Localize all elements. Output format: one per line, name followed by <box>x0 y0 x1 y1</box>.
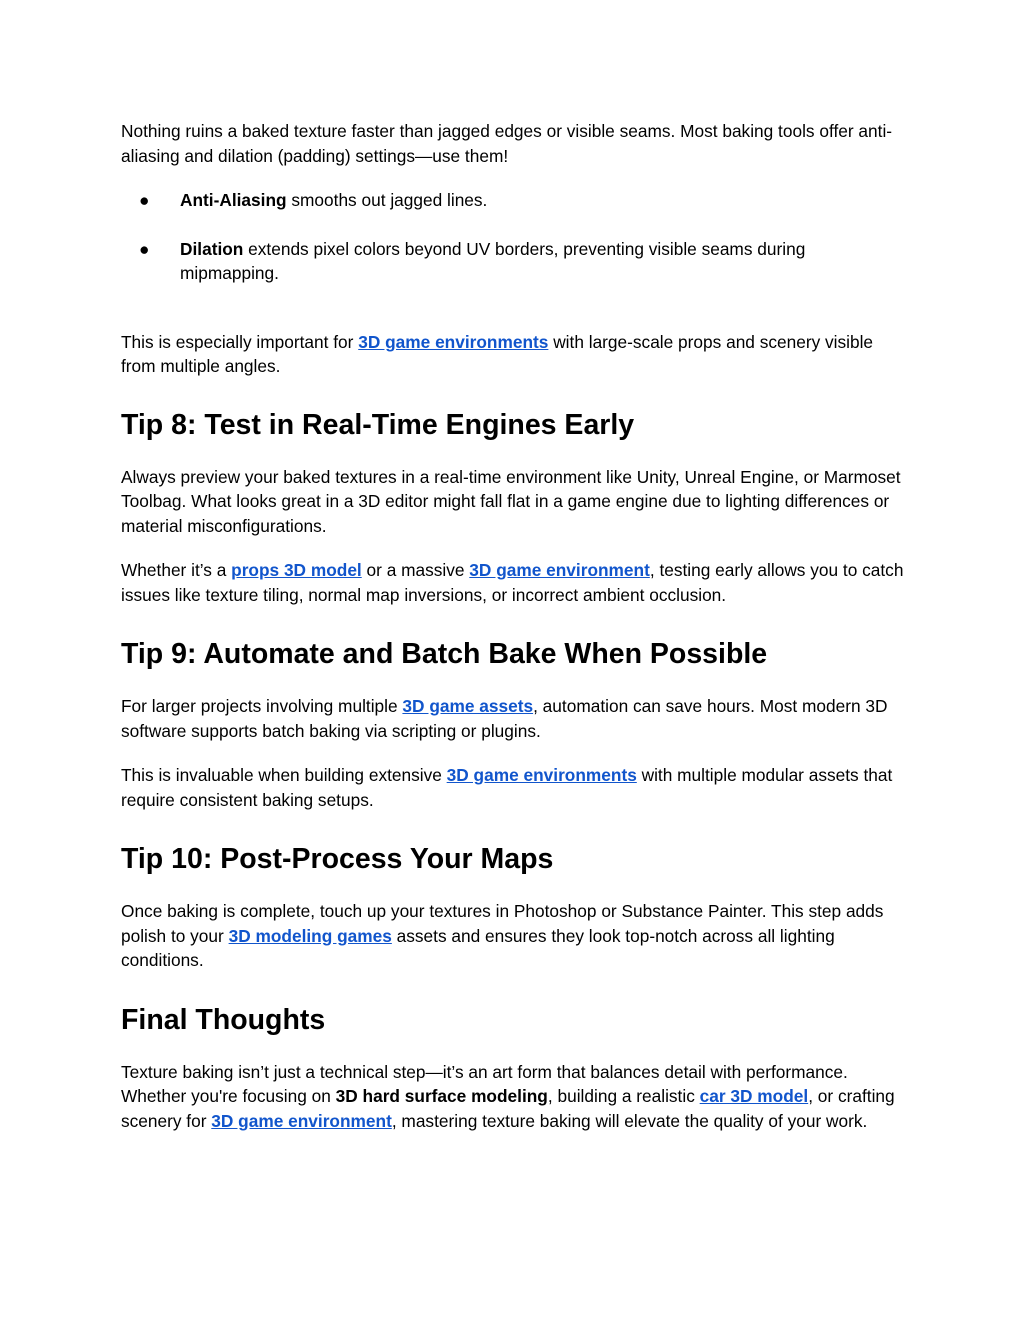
text-run: , or crafting scenery for <box>121 1086 895 1131</box>
text-run: , building a realistic <box>547 1086 700 1106</box>
link-3d-game-environment-2[interactable]: 3D game environment <box>211 1110 392 1131</box>
link-car-3d-model[interactable]: car 3D model <box>699 1086 809 1106</box>
link-3d-game-environments-2[interactable]: 3D game environments <box>446 765 637 785</box>
link-props-3d-model[interactable]: props 3D model <box>231 560 362 580</box>
tip9-heading: Tip 9: Automate and Batch Bake When Possible <box>121 638 768 670</box>
list-item <box>121 237 906 286</box>
bullet-list <box>121 188 906 286</box>
text-run: with large-scale props and scenery visible from multiple angles. <box>121 331 874 376</box>
bold-phrase: 3D hard surface modeling <box>335 1086 548 1106</box>
text-run: with multiple modular assets that require consistent baking setups. <box>121 765 893 810</box>
text-run: This is invaluable when building extensive <box>121 765 447 785</box>
tip9-paragraph-1 <box>121 694 906 743</box>
text-run: , mastering texture baking will elevate the quality of your work. <box>391 1110 868 1131</box>
bullet-term: Anti-Aliasing <box>180 190 287 210</box>
link-3d-game-environments[interactable]: 3D game environments <box>358 331 549 352</box>
text-run: Once baking is complete, touch up your textures in Photoshop or Substance Painter. This step adds polish to your <box>121 901 884 946</box>
tip8-paragraph-2 <box>121 558 906 607</box>
list-item <box>121 188 906 213</box>
text-run: , automation can save hours. Most modern 3D software supports batch baking via scripting or plugins. <box>121 696 888 741</box>
text-run: or a massive <box>361 560 470 580</box>
document-page <box>121 119 906 1133</box>
text-run: assets and ensures they look top-notch across all lighting conditions. <box>121 925 835 970</box>
intro-paragraph-2 <box>121 330 906 379</box>
link-3d-game-assets[interactable]: 3D game assets <box>402 696 534 716</box>
bullet-text: extends pixel colors beyond UV borders, preventing visible seams during mipmapping. <box>180 238 806 283</box>
intro-text: Nothing ruins a baked texture faster than jagged edges or visible seams. Most baking tools offer anti-aliasing and dilation (padding) settings—use them! <box>121 121 893 166</box>
link-3d-modeling-games[interactable]: 3D modeling games <box>228 925 392 946</box>
tip10-heading: Tip 10: Post-Process Your Maps <box>121 843 554 875</box>
bullet-icon: ● <box>139 190 150 210</box>
text-run: , testing early allows you to catch issues like texture tiling, normal map inversions, or incorrect ambient occlusion. <box>121 560 904 605</box>
intro-paragraph <box>121 119 906 168</box>
tip10-paragraph-1 <box>121 899 906 973</box>
bullet-icon: ● <box>139 238 150 259</box>
bullet-term: Dilation <box>180 238 244 259</box>
tip8-heading: Tip 8: Test in Real-Time Engines Early <box>121 408 635 441</box>
text-run: This is especially important for <box>121 331 359 352</box>
tip8-paragraph-1: Always preview your baked textures in a real-time environment like Unity, Unreal Engine, or Marmoset Toolbag. What looks great in a 3D editor might fall flat in a game engine due to lighting differences or material misconfigurations. <box>121 466 901 536</box>
link-3d-game-environment[interactable]: 3D game environment <box>469 560 650 580</box>
bullet-text: smooths out jagged lines. <box>286 190 488 210</box>
text-run: Whether it’s a <box>121 560 232 580</box>
final-paragraph-1 <box>121 1060 906 1134</box>
text-run: Texture baking isn’t just a technical step—it’s an art form that balances detail with performance. Whether you're focusing on <box>121 1061 848 1106</box>
tip9-paragraph-2 <box>121 763 906 812</box>
text-run: For larger projects involving multiple <box>121 696 403 716</box>
final-heading: Final Thoughts <box>121 1003 326 1036</box>
